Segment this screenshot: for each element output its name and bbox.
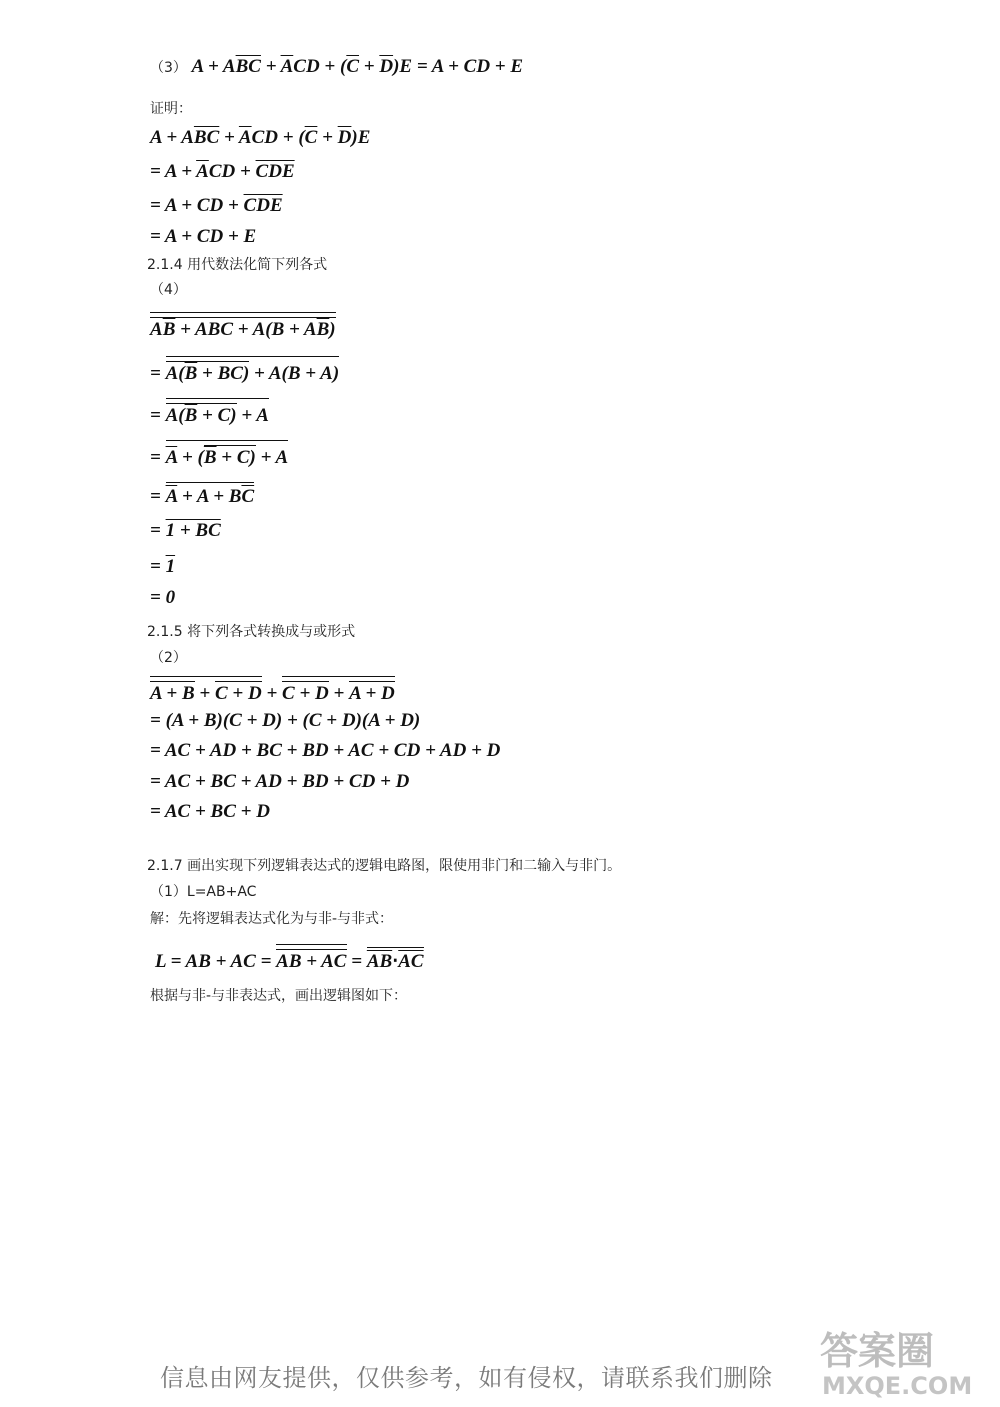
term: = A +: [150, 161, 197, 182]
term: + BC): [197, 363, 250, 384]
term: CD + (: [293, 56, 347, 77]
term: +: [317, 127, 338, 148]
term: =: [150, 447, 166, 468]
term: $\overline{BC}$: [235, 56, 261, 77]
term: + A: [255, 447, 289, 468]
term: $\overline{A}$: [165, 447, 178, 468]
bar-group: [166, 403, 237, 426]
term: + C): [197, 405, 237, 426]
term: $\overline{AB}$: [366, 951, 393, 972]
term: )E: [351, 127, 371, 148]
term: +: [219, 127, 239, 148]
term: 1: [165, 556, 176, 577]
proof-step-3: [150, 195, 283, 217]
footer-disclaimer: 信息由网友提供，仅供参考，如有侵权，请联系我们删除: [160, 1364, 773, 1392]
equation-statement: [150, 56, 523, 78]
term: $\overline{D}$: [379, 56, 394, 77]
bar-group: [349, 681, 395, 704]
term: = 0: [150, 587, 176, 608]
term: + A(B + A): [249, 363, 340, 384]
simplify-step-6: [150, 520, 221, 542]
term: AB + AC: [276, 951, 347, 972]
term: +: [260, 56, 281, 77]
section-heading-2-1-7: 2.1.7 画出实现下列逻辑表达式的逻辑电路图，限使用非门和二输入与非门。: [147, 858, 622, 874]
double-bar-group: [276, 944, 346, 972]
simplify-step-2: [150, 356, 339, 385]
term: $\overline{CDE}$: [243, 195, 283, 216]
item-number: （4）: [150, 282, 187, 298]
term: $\overline{C}$: [304, 127, 318, 148]
term: $\overline{CDE}$: [255, 161, 295, 182]
term: + ABC + A(B + A: [175, 319, 317, 340]
outer-bar-group: [166, 356, 340, 384]
bar-group: [150, 681, 195, 704]
term: CD +: [208, 161, 256, 182]
term: C + D: [282, 683, 329, 704]
double-bar-group: [150, 312, 336, 340]
proof-step-1: [150, 127, 370, 149]
simplify-step-1: [150, 312, 336, 341]
term: $\overline{C}$: [241, 486, 255, 507]
convert-step-2: = (A + B)(C + D) + (C + D)(A + D): [150, 710, 421, 731]
section-heading-2-1-4: 2.1.4 用代数法化简下列各式: [147, 257, 328, 273]
term: $\overline{C}$: [346, 56, 360, 77]
outer-bar-group: [166, 398, 269, 426]
outer-bar-group: [166, 440, 289, 468]
term: A(: [165, 405, 185, 426]
watermark-url: MXQE.COM: [822, 1372, 973, 1400]
convert-step-1: [150, 676, 395, 705]
term: A: [150, 319, 163, 340]
term: =: [150, 556, 166, 577]
term: C + D: [214, 683, 262, 704]
term: $\overline{AC}$: [398, 951, 424, 972]
term: $\overline{A}$: [165, 486, 178, 507]
term: $\overline{B}$: [316, 319, 330, 340]
term: $\overline{A}$: [238, 127, 252, 148]
term: CD + (: [251, 127, 305, 148]
term: = A + CD + E: [150, 226, 257, 247]
term: ⋅: [392, 951, 399, 972]
term: =: [150, 520, 166, 541]
term: A + B: [150, 683, 195, 704]
bar-group: [282, 681, 329, 704]
term: A(: [165, 363, 185, 384]
convert-step-5: = AC + BC + D: [150, 801, 270, 822]
term: + A: [236, 405, 269, 426]
section-heading-2-1-5: 2.1.5 将下列各式转换成与或形式: [147, 624, 356, 640]
bar-group: [150, 317, 336, 340]
term: + A + B: [177, 486, 242, 507]
term: $\overline{B}$: [184, 405, 198, 426]
term: +: [328, 683, 350, 704]
nand-formula: [155, 944, 424, 973]
bar-group: [166, 361, 250, 384]
term: $\overline{B}$: [184, 363, 198, 384]
term: =: [150, 363, 166, 384]
term: =: [346, 951, 367, 972]
term: )E = A + CD + E: [393, 56, 524, 77]
outer-bar-group: [282, 676, 395, 704]
simplify-step-5: [150, 482, 254, 508]
simplify-step-8: [150, 587, 175, 609]
term: ): [329, 319, 336, 340]
term: A + A: [191, 56, 236, 77]
term: $\overline{A}$: [280, 56, 294, 77]
term: $\overline{B}$: [203, 447, 217, 468]
term: +: [261, 683, 283, 704]
term: =: [150, 486, 166, 507]
term: L = AB + AC =: [155, 951, 277, 972]
proof-label: 证明：: [150, 101, 192, 117]
outer-bar-group: [367, 947, 424, 971]
term: + C): [216, 447, 256, 468]
term: = A + CD +: [150, 195, 244, 216]
convert-step-4: = AC + BC + AD + BD + CD + D: [150, 771, 410, 792]
item-number: （1）L=AB+AC: [150, 884, 257, 900]
outer-bar-group: [150, 676, 262, 704]
watermark-logo: [808, 1320, 988, 1400]
term: +: [359, 56, 380, 77]
bar-group: [215, 681, 262, 704]
term: 1 + BC: [165, 520, 221, 541]
watermark-title: 答案圈: [820, 1329, 935, 1373]
outer-bar-group: [166, 482, 255, 506]
convert-step-3: = AC + AD + BC + BD + AC + CD + AD + D: [150, 740, 501, 761]
term: +: [194, 683, 215, 704]
term: $\overline{BC}$: [193, 127, 220, 148]
term: $\overline{A}$: [196, 161, 209, 182]
term: =: [150, 405, 166, 426]
simplify-step-4: [150, 440, 288, 469]
simplify-step-3: [150, 398, 269, 427]
proof-step-2: [150, 161, 295, 183]
item-number: （3）: [150, 60, 187, 76]
term: $\overline{B}$: [162, 319, 176, 340]
conclusion-text: 根据与非-与非表达式，画出逻辑图如下：: [150, 988, 408, 1004]
proof-step-4: [150, 226, 256, 248]
bar-group: [204, 445, 256, 468]
term: A + A: [150, 127, 194, 148]
term: + (: [177, 447, 204, 468]
term: $\overline{D}$: [337, 127, 352, 148]
item-number: （2）: [150, 650, 187, 666]
solution-text: 解：先将逻辑表达式化为与非-与非式：: [150, 911, 394, 927]
simplify-step-7: [150, 556, 175, 578]
term: A + D: [349, 683, 395, 704]
